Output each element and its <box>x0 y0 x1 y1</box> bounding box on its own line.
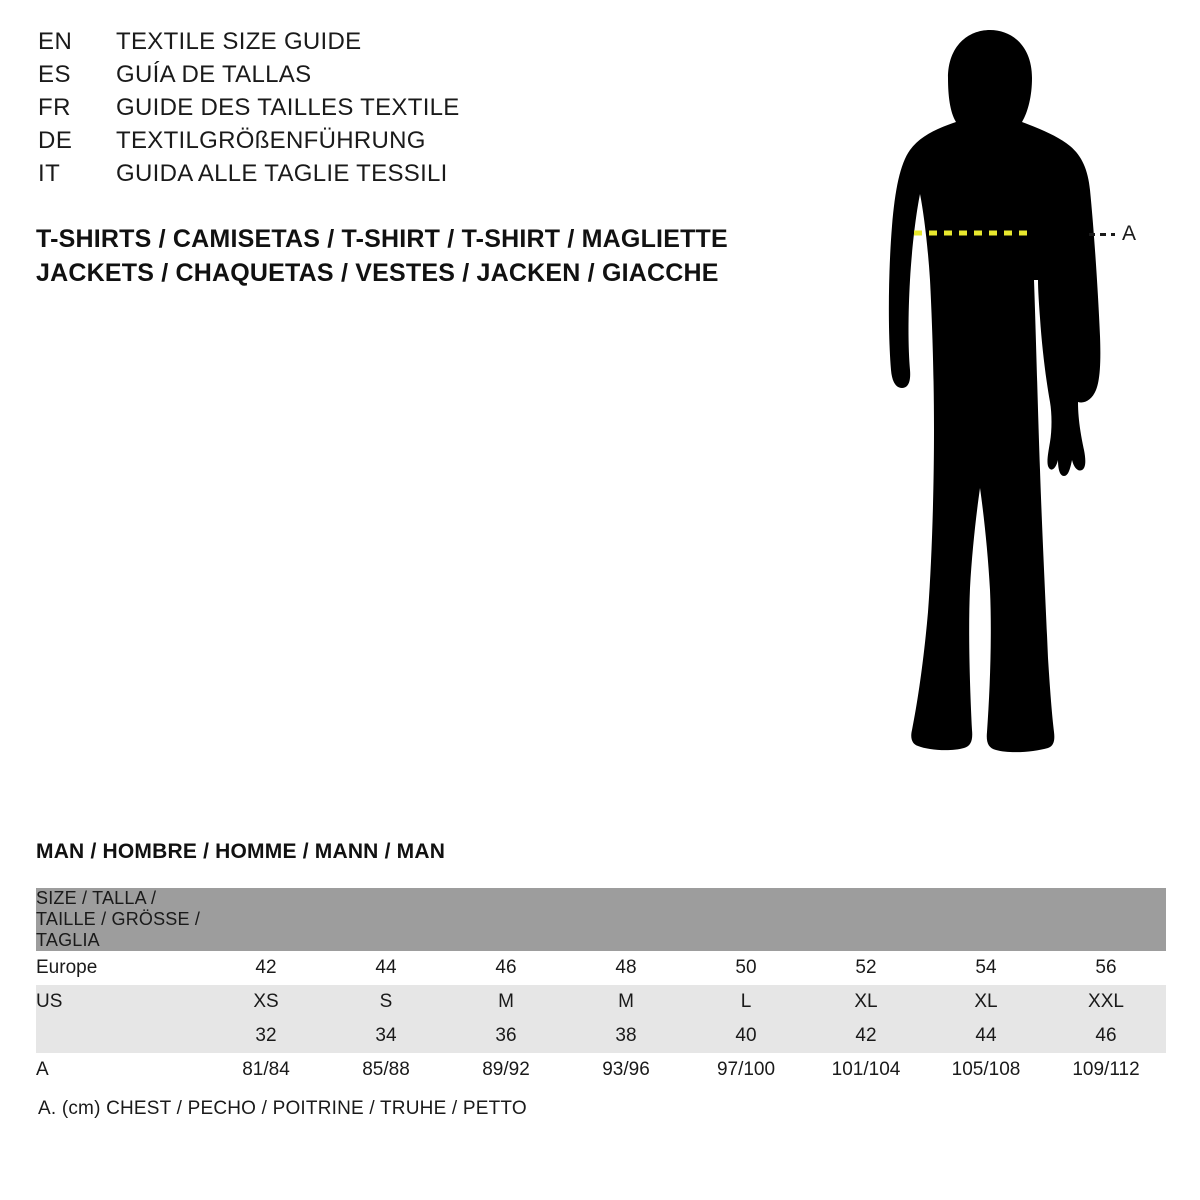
table-header-spacer <box>206 888 326 951</box>
cell-value: 36 <box>446 1019 566 1053</box>
cell-value: 38 <box>566 1019 686 1053</box>
table-header-spacer <box>566 888 686 951</box>
cell-value: XL <box>806 985 926 1019</box>
table-header-row <box>36 888 1166 951</box>
cell-value: 46 <box>446 951 566 985</box>
language-code: ES <box>38 61 72 88</box>
table-header-spacer <box>806 888 926 951</box>
language-row <box>38 28 758 61</box>
cell-value: 44 <box>926 1019 1046 1053</box>
cell-value: XS <box>206 985 326 1019</box>
language-row <box>38 61 758 94</box>
table-header-spacer <box>1046 888 1166 951</box>
language-text: TEXTILE SIZE GUIDE <box>116 28 362 55</box>
row-label-a: A <box>36 1053 206 1087</box>
language-code: DE <box>38 127 73 154</box>
language-code: FR <box>38 94 71 121</box>
cell-value: 105/108 <box>926 1053 1046 1087</box>
measure-label-a: A <box>1122 222 1137 245</box>
cell-value: L <box>686 985 806 1019</box>
cell-value: 54 <box>926 951 1046 985</box>
size-table <box>36 888 1166 1087</box>
cell-value: 42 <box>806 1019 926 1053</box>
language-code: IT <box>38 160 61 187</box>
cell-value: 56 <box>1046 951 1166 985</box>
language-text: GUÍA DE TALLAS <box>116 61 312 88</box>
language-row <box>38 94 758 127</box>
table-header-spacer <box>446 888 566 951</box>
cell-value: 40 <box>686 1019 806 1053</box>
language-text: GUIDA ALLE TAGLIE TESSILI <box>116 160 448 187</box>
cell-value: 44 <box>326 951 446 985</box>
measure-leader-dashes <box>1089 233 1115 236</box>
table-row <box>36 1019 1166 1053</box>
language-text: GUIDE DES TAILLES TEXTILE <box>116 94 460 121</box>
cell-value: 52 <box>806 951 926 985</box>
cell-value: 46 <box>1046 1019 1166 1053</box>
language-row <box>38 160 758 193</box>
language-text: TEXTILGRÖßENFÜHRUNG <box>116 127 426 154</box>
table-row <box>36 951 1166 985</box>
cell-value: 89/92 <box>446 1053 566 1087</box>
cell-value: 50 <box>686 951 806 985</box>
cell-value: 32 <box>206 1019 326 1053</box>
cell-value: 101/104 <box>806 1053 926 1087</box>
table-row <box>36 985 1166 1019</box>
cell-value: 85/88 <box>326 1053 446 1087</box>
category-line-jackets: JACKETS / CHAQUETAS / VESTES / JACKEN / GIACCHE <box>36 259 719 287</box>
table-header-spacer <box>686 888 806 951</box>
cell-value: 34 <box>326 1019 446 1053</box>
language-header-block <box>38 28 758 193</box>
language-row <box>38 127 758 160</box>
body-silhouette-figure <box>820 18 1180 788</box>
cell-value: 81/84 <box>206 1053 326 1087</box>
table-header-spacer <box>326 888 446 951</box>
table-header-spacer <box>926 888 1046 951</box>
footnote-chest: A. (cm) CHEST / PECHO / POITRINE / TRUHE / PETTO <box>38 1098 527 1119</box>
cell-value: 93/96 <box>566 1053 686 1087</box>
category-block <box>36 222 728 290</box>
cell-value: 109/112 <box>1046 1053 1166 1087</box>
table-title-man: MAN / HOMBRE / HOMME / MANN / MAN <box>36 840 446 863</box>
cell-value: S <box>326 985 446 1019</box>
row-label-numeric <box>36 1019 206 1053</box>
cell-value: 97/100 <box>686 1053 806 1087</box>
cell-value: XL <box>926 985 1046 1019</box>
cell-value: M <box>446 985 566 1019</box>
row-label-us: US <box>36 985 206 1019</box>
cell-value: M <box>566 985 686 1019</box>
cell-value: XXL <box>1046 985 1166 1019</box>
language-code: EN <box>38 28 73 55</box>
cell-value: 42 <box>206 951 326 985</box>
table-header-label: SIZE / TALLA / TAILLE / GRÖSSE / TAGLIA <box>36 888 206 951</box>
row-label-europe: Europe <box>36 951 206 985</box>
category-line-tshirts: T-SHIRTS / CAMISETAS / T-SHIRT / T-SHIRT / MAGLIETTE <box>36 225 728 253</box>
silhouette-shape <box>889 30 1100 752</box>
silhouette-svg <box>820 18 1180 788</box>
table-row <box>36 1053 1166 1087</box>
cell-value: 48 <box>566 951 686 985</box>
